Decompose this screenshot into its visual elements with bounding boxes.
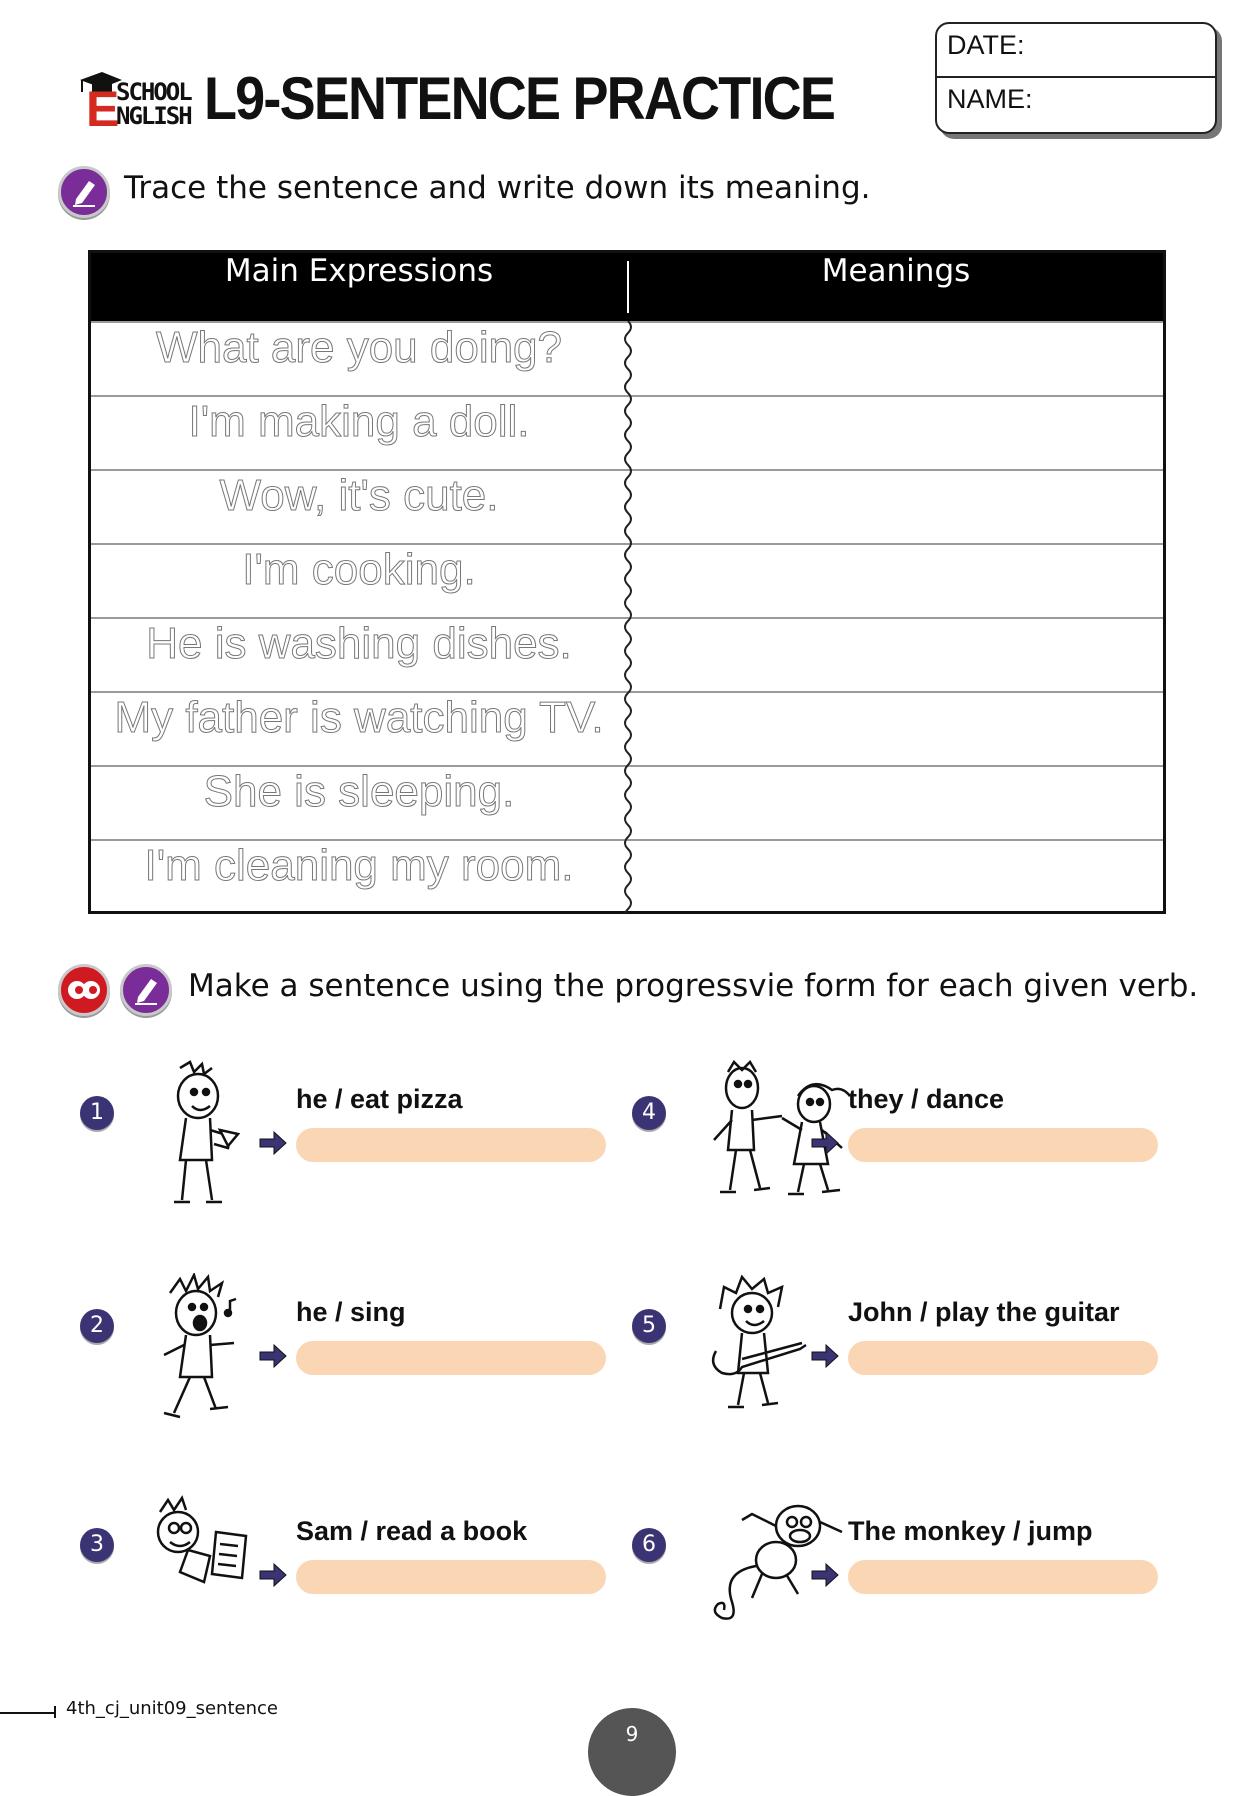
arrow-icon bbox=[258, 1343, 288, 1369]
exercise-prompt: Sam / read a book bbox=[296, 1516, 528, 1546]
trace-sentence: She is sleeping. bbox=[203, 767, 515, 816]
exercise-prompt: he / eat pizza bbox=[296, 1084, 463, 1114]
date-name-box bbox=[935, 22, 1217, 134]
page-title: L9-SENTENCE PRACTICE bbox=[204, 65, 835, 132]
logo-english-text: NGLISH bbox=[116, 102, 191, 130]
footer-file-code: 4th_cj_unit09_sentence bbox=[66, 1698, 278, 1719]
arrow-icon bbox=[258, 1130, 288, 1156]
answer-line[interactable] bbox=[848, 1128, 1158, 1162]
footer-rule-tick bbox=[54, 1706, 56, 1718]
logo-letter-e: E bbox=[86, 81, 120, 137]
boy-reading-book-icon bbox=[150, 1492, 260, 1602]
name-field[interactable]: NAME: bbox=[937, 76, 1215, 128]
boy-singing-icon bbox=[150, 1273, 246, 1423]
section2-instruction: Make a sentence using the progressvie form for each given verb. bbox=[188, 968, 1199, 1004]
exercise-number: 2 bbox=[80, 1309, 114, 1343]
boy-eating-pizza-icon bbox=[150, 1060, 246, 1210]
arrow-icon bbox=[258, 1562, 288, 1588]
exercise-prompt: The monkey / jump bbox=[848, 1516, 1093, 1546]
exercise-item bbox=[80, 1273, 640, 1413]
trace-sentence: I'm cooking. bbox=[242, 545, 476, 594]
arrow-icon bbox=[810, 1130, 840, 1156]
trace-sentence: What are you doing? bbox=[155, 323, 563, 372]
wavy-column-divider bbox=[616, 321, 640, 913]
pencil-icon bbox=[129, 973, 163, 1007]
expressions-table bbox=[88, 250, 1166, 914]
exercise-item bbox=[632, 1273, 1192, 1413]
pencil-icon bbox=[67, 175, 101, 209]
answer-line[interactable] bbox=[848, 1341, 1158, 1375]
exercise-number: 6 bbox=[632, 1528, 666, 1562]
answer-line[interactable] bbox=[296, 1341, 606, 1375]
section1-instruction: Trace the sentence and write down its meaning. bbox=[124, 170, 871, 206]
talk-bubbles-icon bbox=[66, 978, 102, 1002]
exercise-number: 5 bbox=[632, 1309, 666, 1343]
exercise-number: 3 bbox=[80, 1528, 114, 1562]
exercise-number: 1 bbox=[80, 1096, 114, 1130]
table-header bbox=[91, 253, 1163, 321]
boy-playing-guitar-icon bbox=[702, 1273, 822, 1413]
trace-sentence: I'm cleaning my room. bbox=[144, 841, 574, 890]
arrow-icon bbox=[810, 1343, 840, 1369]
writing-badge bbox=[120, 964, 172, 1016]
school-english-logo bbox=[78, 70, 191, 137]
arrow-icon bbox=[810, 1562, 840, 1588]
exercise-item bbox=[632, 1492, 1192, 1632]
writing-badge bbox=[58, 166, 110, 218]
trace-sentence: My father is watching TV. bbox=[114, 693, 604, 742]
exercise-number: 4 bbox=[632, 1096, 666, 1130]
exercise-prompt: they / dance bbox=[848, 1084, 1005, 1114]
footer-rule bbox=[0, 1712, 56, 1714]
answer-line[interactable] bbox=[848, 1560, 1158, 1594]
logo-school-text: SCHOOL bbox=[116, 78, 191, 106]
answer-line[interactable] bbox=[296, 1128, 606, 1162]
speaking-badge bbox=[58, 964, 110, 1016]
exercise-prompt: he / sing bbox=[296, 1297, 406, 1327]
exercise-item bbox=[80, 1492, 640, 1632]
column-header-main-expressions: Main Expressions bbox=[224, 253, 494, 289]
answer-line[interactable] bbox=[296, 1560, 606, 1594]
trace-sentence: Wow, it's cute. bbox=[219, 471, 499, 520]
page-number: 9 bbox=[588, 1708, 676, 1796]
trace-sentence: He is washing dishes. bbox=[146, 619, 572, 668]
date-field[interactable]: DATE: bbox=[947, 30, 1025, 60]
exercise-prompt: John / play the guitar bbox=[848, 1297, 1120, 1327]
exercise-item bbox=[80, 1060, 640, 1200]
column-header-meanings: Meanings bbox=[821, 253, 971, 289]
trace-sentence: I'm making a doll. bbox=[188, 397, 530, 446]
exercise-item bbox=[632, 1060, 1192, 1200]
